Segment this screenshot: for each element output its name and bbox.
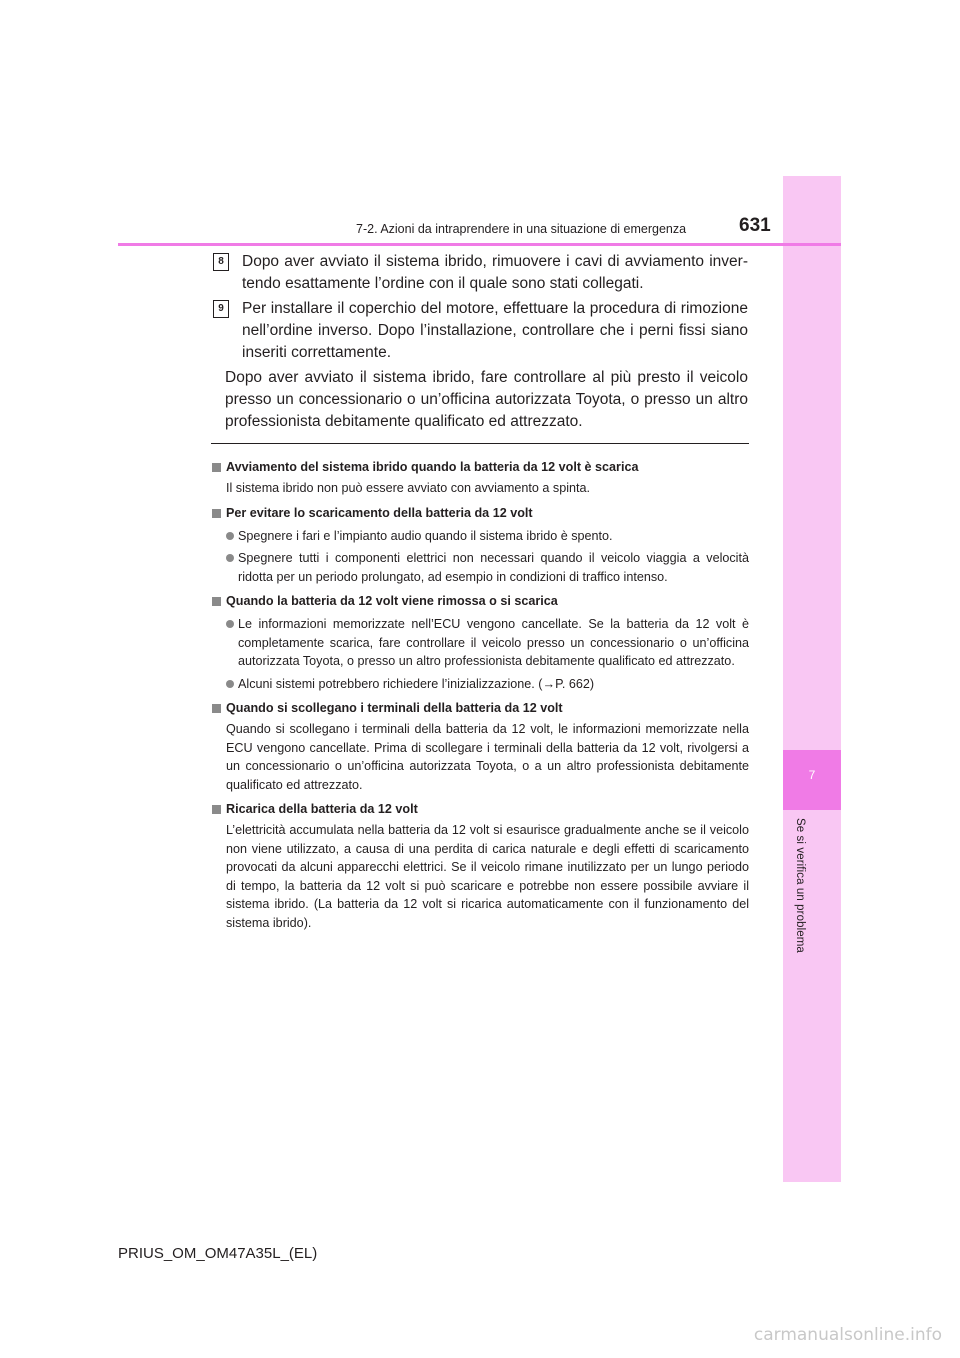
step-text: Dopo aver avviato il sistema ibrido, rimuovere i cavi di avviamento invertendo esattamente l’ordine con il quale sono stati collegati. [242,253,748,292]
note-bullet: Spegnere i fari e l’impianto audio quando il sistema ibrido è spento. [226,527,749,546]
chapter-title: Se si verifica un problema [794,818,806,953]
chapter-side-tab [783,176,841,1182]
step-text: Per installare il coperchio del motore, effettuare la procedura di rimozione nell’ordine inverso. Dopo l’installazione, controllare che i perni fissi siano inseriti correttamente. [242,300,748,361]
note-title: Quando la batteria da 12 volt viene rimossa o si scarica [211,592,749,611]
circle-bullet-icon [226,680,234,688]
square-bullet-icon [212,509,221,518]
note-title: Per evitare lo scaricamento della batteria da 12 volt [211,504,749,523]
step-badge: 8 [213,253,229,271]
square-bullet-icon [212,463,221,472]
note-bullet: Le informazioni memorizzate nell’ECU vengono cancellate. Se la batteria da 12 volt è completamente scarica, fare controllare il veicolo presso un concessionario o un’officina autorizzata Toyota, o presso un altro professionista debitamente qualificato ed attrezzato. [226,615,749,671]
note-body: L’elettricità accumulata nella batteria da 12 volt si esaurisce gradualmente anche se il veicolo non viene utilizzato, a causa di una perdita di carica naturale e degli effetti di scaricamento provocati da alcuni apparecchi elettrici. Se il veicolo rimane inutilizzato per un lungo periodo di tempo, la batteria da 12 volt si può scaricare e potrebbe non essere possibile avviare il sistema ibrido. (La batteria da 12 volt si ricarica automaticamente con il funzionamento del sistema ibrido). [226,823,749,930]
square-bullet-icon [212,597,221,606]
circle-bullet-icon [226,554,234,562]
section-title: 7-2. Azioni da intraprendere in una situazione di emergenza [356,222,687,236]
notes-section [211,452,749,932]
step-badge: 9 [213,300,229,318]
note-body: Quando si scollegano i terminali della batteria da 12 volt, le informazioni memorizzate nella ECU vengono cancellate. Prima di scollegare i terminali della batteria da 12 volt, rivolgersi a un concessionario o un’officina autorizzata Toyota, o a un altro professionista debitamente qualificato ed attrezzato. [226,722,749,792]
note-bullet: Alcuni sistemi potrebbero richiedere l’inizializzazione. (→P. 662) [226,675,749,694]
section-divider [211,443,749,444]
note-title: Avviamento del sistema ibrido quando la batteria da 12 volt è scarica [211,458,749,477]
step-8 [213,251,748,295]
chapter-number: 7 [808,768,816,782]
watermark: carmanualsonline.info [753,1325,942,1345]
instruction-paragraph: Dopo aver avviato il sistema ibrido, fare controllare al più presto il veicolo presso un concessionario o un’officina autorizzata Toyota, o presso un altro professionista debitamente qualificato ed attrezzato. [225,369,748,430]
note-title: Quando si scollegano i terminali della batteria da 12 volt [211,699,749,718]
page-number: 631 [739,215,771,236]
note-title: Ricarica della batteria da 12 volt [211,800,749,819]
note-body: Il sistema ibrido non può essere avviato con avviamento a spinta. [226,481,591,495]
square-bullet-icon [212,704,221,713]
square-bullet-icon [212,805,221,814]
note-bullet: Spegnere tutti i componenti elettrici non necessari quando il veicolo viaggia a velocità ridotta per un periodo prolungato, ad esempio in condizioni di traffico intenso. [226,549,749,586]
manual-code: PRIUS_OM_OM47A35L_(EL) [118,1245,318,1262]
circle-bullet-icon [226,620,234,628]
circle-bullet-icon [226,532,234,540]
header-rule [118,243,841,246]
step-9 [213,298,748,364]
